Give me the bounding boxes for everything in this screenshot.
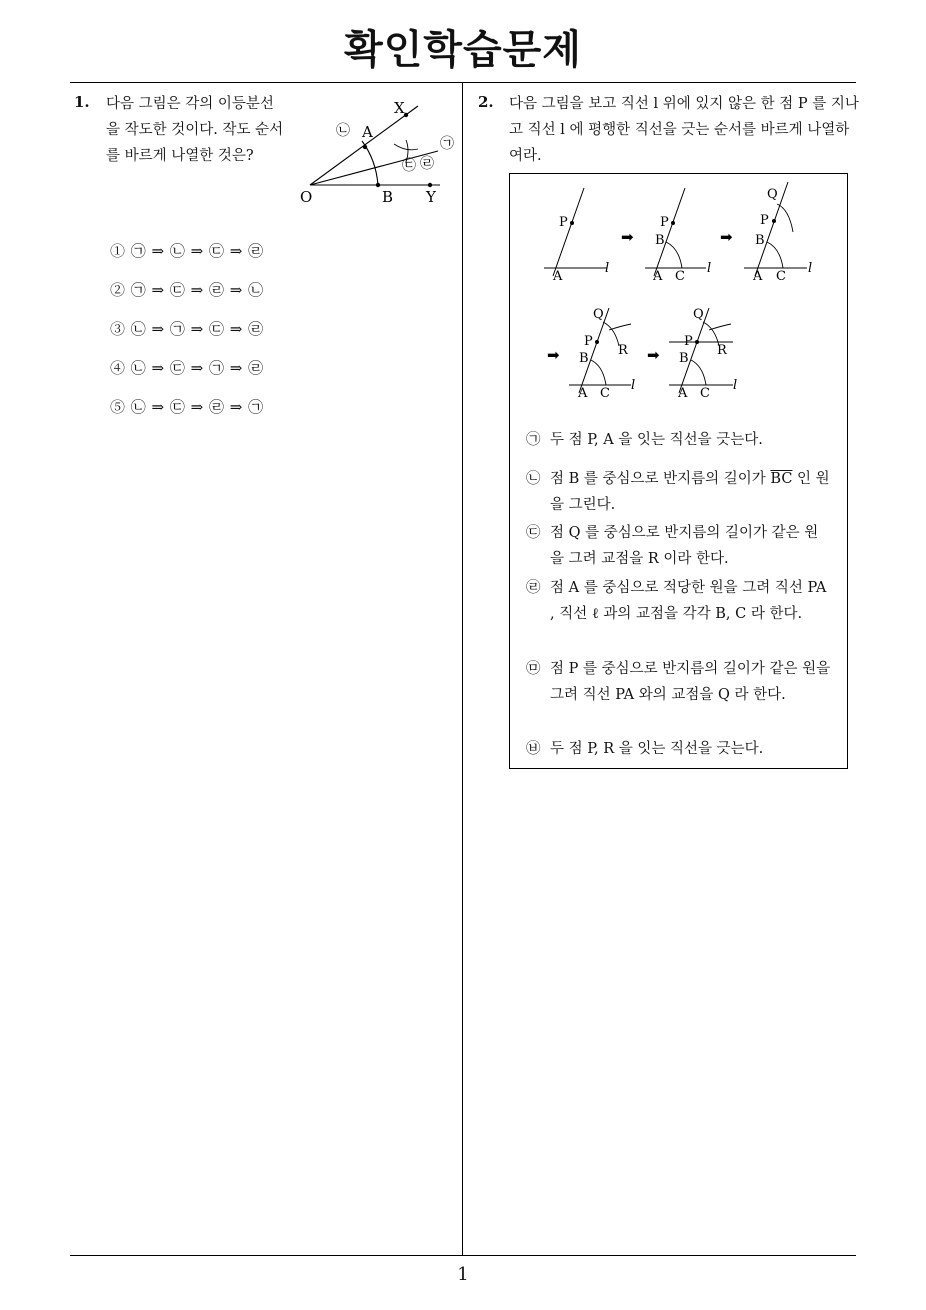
- question-1-text: 다음 그림은 각의 이등분선을 작도한 것이다. 작도 순서를 바르게 나열한 것은?: [106, 96, 284, 164]
- page-number: 1: [457, 1264, 469, 1285]
- segment-BC: $\overline{BC}$: [770, 471, 793, 487]
- q1-choice-2[interactable]: ② ㉠ ⇒ ㉢ ⇒ ㉣ ⇒ ㉡: [110, 281, 264, 299]
- fig5-label-B: B: [679, 351, 689, 366]
- fig5-label-C: C: [700, 386, 710, 401]
- construction-step-4: [569, 307, 635, 401]
- fig4-label-Q: Q: [593, 307, 604, 322]
- q2-step-6-marker: ㉥: [526, 741, 541, 757]
- fig4-label-R: R: [618, 343, 628, 358]
- q2-step-4-marker: ㉣: [526, 580, 541, 596]
- question-2-figures: [511, 176, 846, 426]
- column-divider: [462, 82, 463, 1256]
- q1-choice-5[interactable]: ⑤ ㉡ ⇒ ㉢ ⇒ ㉣ ⇒ ㉠: [110, 398, 264, 416]
- label-A: A: [362, 123, 373, 141]
- fig3-label-B: B: [755, 233, 765, 248]
- q2-step-6-text: 두 점 P, R 을 잇는 직선을 긋는다.: [550, 741, 764, 757]
- arrow-2: ➡: [720, 228, 733, 246]
- question-1-figure: [290, 92, 460, 214]
- q2-step-5-marker: ㉤: [526, 661, 541, 677]
- q1-choice-3[interactable]: ③ ㉡ ⇒ ㉠ ⇒ ㉢ ⇒ ㉣: [110, 320, 264, 338]
- fig3-label-l: l: [808, 261, 813, 276]
- q2-step-3: [526, 520, 831, 572]
- arrow-3: ➡: [547, 346, 560, 364]
- q2-step-2-marker: ㉡: [526, 471, 541, 487]
- fig2-label-P: P: [660, 215, 669, 230]
- fig4-label-P: P: [584, 334, 593, 349]
- label-Y: Y: [426, 188, 436, 206]
- fig5-label-l: l: [733, 378, 738, 393]
- arrow-1: ➡: [621, 228, 634, 246]
- fig3-label-C: C: [776, 269, 786, 284]
- q2-step-1-marker: ㉠: [526, 432, 541, 448]
- fig1-label-A: A: [553, 269, 563, 284]
- question-2-number: 2.: [478, 93, 494, 111]
- q1-choice-1[interactable]: ① ㉠ ⇒ ㉡ ⇒ ㉢ ⇒ ㉣: [110, 242, 264, 260]
- q2-step-1-text: 두 점 P, A 을 잇는 직선을 긋는다.: [550, 432, 763, 448]
- fig1-label-l: l: [605, 261, 610, 276]
- page-title: 확인학습문제: [344, 27, 582, 73]
- fig5-label-P: P: [684, 334, 693, 349]
- fig2-label-l: l: [707, 261, 712, 276]
- label-B: B: [382, 188, 394, 206]
- point-Y-dot: [428, 183, 432, 187]
- fig1-label-P: P: [559, 215, 568, 230]
- label-step-d: ㉣: [420, 156, 434, 172]
- fig3-label-P: P: [760, 213, 769, 228]
- point-B-dot: [376, 183, 380, 187]
- top-rule: [70, 82, 856, 83]
- construction-step-2: [645, 188, 711, 284]
- point-A-dot: [363, 145, 367, 149]
- q2-step-4-text: 점 A 를 중심으로 적당한 원을 그려 직선 PA , 직선 ℓ 과의 교점을 각각 B, C 라 한다.: [550, 580, 827, 622]
- fig5-label-Q: Q: [693, 307, 704, 322]
- label-O: O: [300, 188, 313, 206]
- construction-step-3: [744, 182, 812, 284]
- fig4-label-l: l: [631, 378, 636, 393]
- q2-step-5: [526, 656, 831, 708]
- fig4-label-C: C: [600, 386, 610, 401]
- label-step-b: ㉡: [336, 123, 350, 139]
- construction-step-5: [669, 307, 737, 401]
- fig4-label-B: B: [579, 351, 589, 366]
- fig3-label-A: A: [753, 269, 763, 284]
- q2-step-3-text: 점 Q 를 중심으로 반지름의 길이가 같은 원을 그려 교점을 R 이라 한다.: [550, 525, 819, 567]
- q2-step-6: [526, 736, 831, 762]
- q2-step-4: [526, 575, 831, 627]
- q2-step-2-text-after: 인 원을 그린다.: [550, 471, 830, 513]
- label-step-c: ㉢: [402, 158, 416, 174]
- fig5-label-A: A: [678, 386, 688, 401]
- fig3-label-Q: Q: [767, 187, 778, 202]
- q2-step-2-text-before: 점 B 를 중심으로 반지름의 길이가: [550, 471, 766, 487]
- fig2-label-A: A: [653, 269, 663, 284]
- fig2-label-B: B: [655, 233, 665, 248]
- construction-step-1: [544, 188, 609, 284]
- q2-step-1: [526, 427, 831, 453]
- label-X: X: [394, 99, 405, 117]
- q2-step-2: [526, 466, 831, 518]
- q1-choice-4[interactable]: ④ ㉡ ⇒ ㉢ ⇒ ㉠ ⇒ ㉣: [110, 359, 264, 377]
- q2-step-5-text: 점 P 를 중심으로 반지름의 길이가 같은 원을 그려 직선 PA 와의 교점을 Q 라 한다.: [550, 661, 831, 703]
- fig5-label-R: R: [717, 343, 727, 358]
- fig4-label-A: A: [578, 386, 588, 401]
- bottom-rule: [70, 1255, 856, 1256]
- fig2-label-C: C: [675, 269, 685, 284]
- arrow-4: ➡: [647, 346, 660, 364]
- question-1-number: 1.: [74, 93, 90, 111]
- label-step-a: ㉠: [440, 136, 454, 152]
- question-2-text: 다음 그림을 보고 직선 l 위에 있지 않은 한 점 P 를 지나고 직선 l 에 평행한 직선을 긋는 순서를 바르게 나열하여라.: [509, 96, 859, 164]
- q2-step-3-marker: ㉢: [526, 525, 541, 541]
